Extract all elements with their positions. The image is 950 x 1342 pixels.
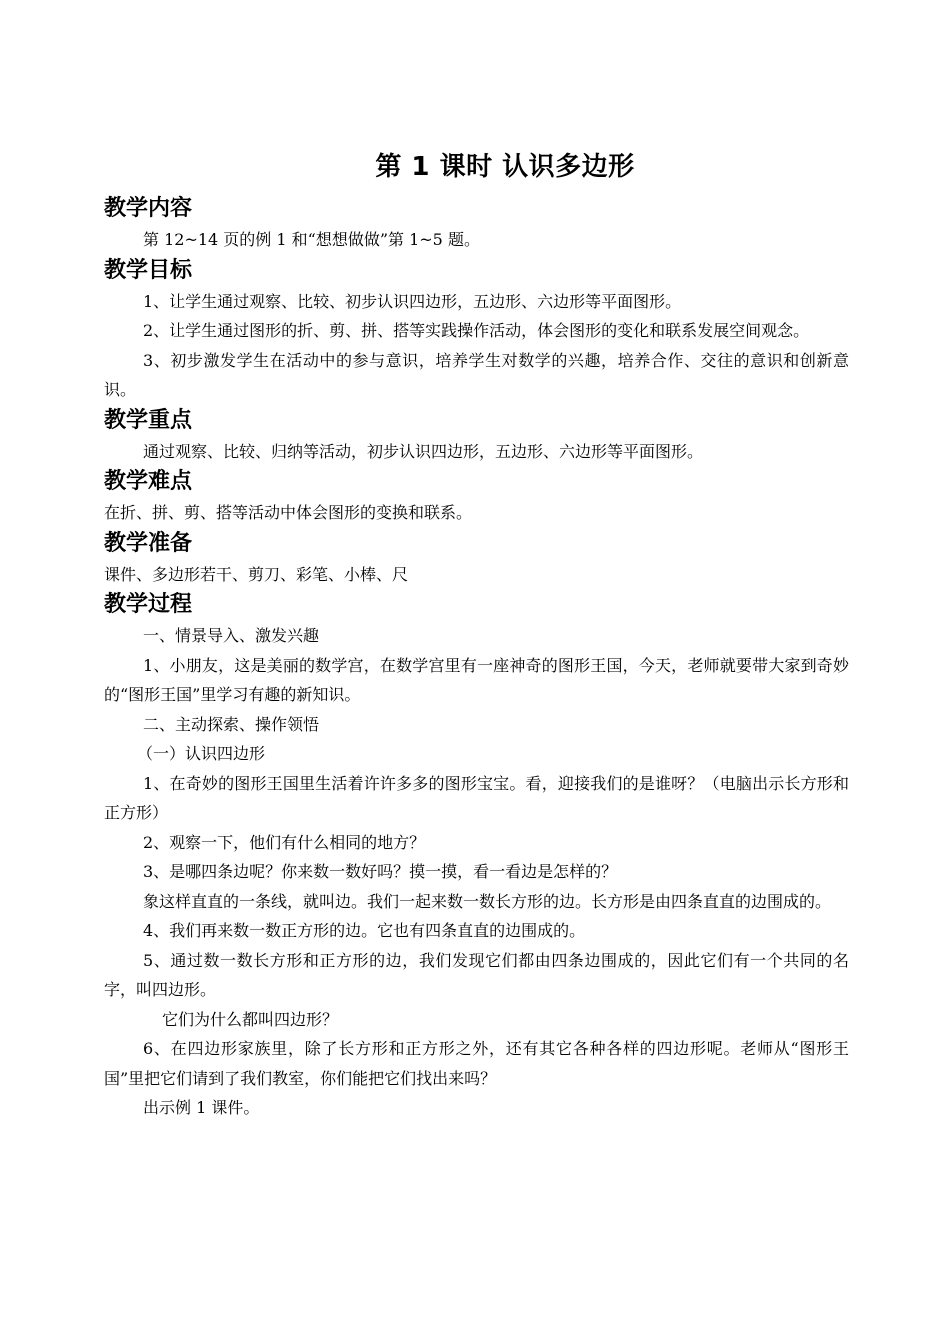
process-paragraph: 3、是哪四条边呢？你来数一数好吗？摸一摸，看一看边是怎样的？ [143,862,618,881]
goal-item: 2、让学生通过图形的折、剪、拼、搭等实践操作活动，体会图形的变化和联系发展空间观念。 [143,321,810,340]
process-paragraph: 一、情景导入、激发兴趣 [143,626,320,645]
process-paragraph: 1、在奇妙的图形王国里生活着许许多多的图形宝宝。看，迎接我们的是谁呀？（电脑出示长方形和正方形） [104,773,849,822]
process-paragraph: 象这样直直的一条线，就叫边。我们一起来数一数长方形的边。长方形是由四条直直的边围成的。 [143,891,832,911]
preparation-text: 课件、多边形若干、剪刀、彩笔、小棒、尺 [104,564,409,584]
heading-content: 教学内容 [104,196,193,221]
goal-item: 1、让学生通过观察、比较、初步认识四边形，五边形、六边形等平面图形。 [143,291,682,311]
process-paragraph: 4、我们再来数一数正方形的边。它也有四条直直的边围成的。 [143,921,586,940]
process-paragraph: 出示例 1 课件。 [143,1098,260,1117]
difficulties-text: 在折、拼、剪、搭等活动中体会图形的变换和联系。 [104,503,473,522]
process-paragraph: 1、小朋友，这是美丽的数学宫，在数学宫里有一座神奇的图形王国，今天，老师就要带大家到奇妙的“图形王国”里学习有趣的新知识。 [104,655,849,704]
process-paragraph: 5、通过数一数长方形和正方形的边，我们发现它们都由四条边围成的，因此它们有一个共同的名字，叫四边形。 [104,950,849,999]
page-title: 第 1 课时 认识多边形 [375,152,635,182]
heading-difficulties: 教学难点 [104,469,193,494]
goal-item: 3、初步激发学生在活动中的参与意识，培养学生对数学的兴趣，培养合作、交往的意识和创新意识。 [104,350,849,399]
process-paragraph: 二、主动探索、操作领悟 [143,714,320,734]
process-paragraph: 2、观察一下，他们有什么相同的地方？ [143,832,426,852]
process-paragraph: 它们为什么都叫四边形？ [162,1009,339,1029]
heading-key-points: 教学重点 [104,407,193,433]
process-paragraph: 6、在四边形家族里，除了长方形和正方形之外，还有其它各种各样的四边形呢。老师从“图形王国”里把它们请到了我们教室，你们能把它们找出来吗？ [104,1039,849,1088]
key-points-text: 通过观察、比较、归纳等活动，初步认识四边形，五边形、六边形等平面图形。 [143,441,704,461]
heading-goals: 教学目标 [104,257,193,283]
content-text: 第 12~14 页的例 1 和“想想做做”第 1~5 题。 [143,230,480,249]
heading-process: 教学过程 [104,592,193,617]
heading-preparation: 教学准备 [104,530,193,556]
process-paragraph: （一）认识四边形 [137,744,266,763]
document-body [104,193,849,1123]
